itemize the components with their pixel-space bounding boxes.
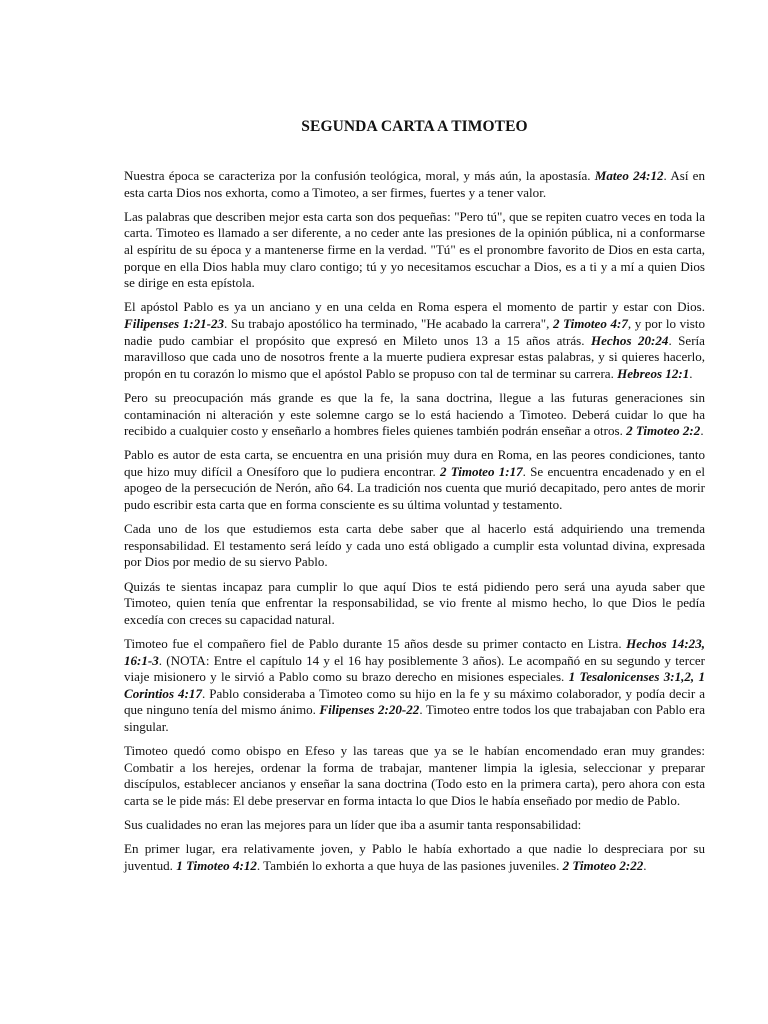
paragraph xyxy=(124,636,705,736)
paragraph xyxy=(124,168,705,201)
scripture-reference: Hebreos 12:1 xyxy=(617,365,690,381)
paragraph-text: Pablo es autor de esta carta, se encuentra en una prisión muy dura en Roma, en las peores condiciones, tanto que hizo muy difícil a Onesíforo que lo pudiera encontrar. xyxy=(124,447,705,479)
paragraph-text: . Así en esta carta Dios nos exhorta, como a Timoteo, a ser firmes, fuertes y a tener valor. xyxy=(124,168,705,200)
scripture-reference: 2 Timoteo 4:7 xyxy=(552,315,628,331)
scripture-reference: 1 Tesalonicenses 3:1,2, 1 Corintios 4:17 xyxy=(124,669,705,701)
paragraph-text: Las palabras que describen mejor esta carta son dos pequeñas: "Pero tú", que se repiten cuatro veces en toda la carta. Timoteo es llamado a ser diferente, a no ceder ante las presiones de la opinión pública, ni a conformarse al espíritu de su época y a mantenerse firme en la verdad. "Tú" es el pronombre favorito de Dios en esta carta, porque en ella Dios habla muy claro contigo; tú y yo necesitamos escuchar a Dios, es a ti y a mí a quien Dios se dirige en esta epístola. xyxy=(124,208,705,291)
scripture-reference: Filipenses 1:21-23 xyxy=(124,315,225,331)
paragraph-text: . Sería maravilloso que cada uno de nosotros frente a la muerte pudiera expresar estas palabras, y si quieres hacerlo, propón en tu corazón lo mismo que el apóstol Pablo se propuso con tal de terminar su carrera. xyxy=(124,332,705,381)
paragraph-text: . (NOTA: Entre el capítulo 14 y el 16 hay posiblemente 3 años). Le acompañó en su segundo y tercer viaje misionero y le sirvió a Pablo como su brazo derecho en misiones especiales. xyxy=(124,652,705,685)
paragraph xyxy=(124,390,705,440)
scripture-reference: Filipenses 2:20-22 xyxy=(319,702,420,718)
paragraph-text: Cada uno de los que estudiemos esta carta debe saber que al hacerlo está adquiriendo una tremenda responsabilidad. El testamento será leído y cada uno está obligado a cumplir esta voluntad divina, expresada por Dios por medio de su siervo Pablo. xyxy=(124,521,705,570)
paragraph xyxy=(124,817,705,834)
paragraph xyxy=(124,743,705,809)
document-page xyxy=(124,118,705,882)
paragraph-text: . Pablo consideraba a Timoteo como su hijo en la fe y su máximo colaborador, y podía decir a que ninguno tenía del mismo ánimo. xyxy=(124,685,705,718)
scripture-reference: Hechos 14:23, 16:1-3 xyxy=(124,636,705,668)
paragraph-text: Pero su preocupación más grande es que la fe, la sana doctrina, llegue a las futuras generaciones sin contaminación ni alteración y este solemne cargo se lo está haciendo a Timoteo. Deberá cuidar lo que ha recibido a cualquier costo y enseñarlo a hombres fieles quienes también podrán enseñar a otros. xyxy=(124,389,705,439)
scripture-reference: 2 Timoteo 2:2 xyxy=(626,423,701,439)
scripture-reference: 2 Timoteo 1:17 xyxy=(440,463,523,479)
document-title: SEGUNDA CARTA A TIMOTEO xyxy=(301,118,528,135)
paragraph xyxy=(124,447,705,513)
paragraph-text: En primer lugar, era relativamente joven, y Pablo le había exhortado a que nadie lo despreciara por su juventud. xyxy=(124,841,705,873)
paragraph-text: Sus cualidades no eran las mejores para un líder que iba a asumir tanta responsabilidad: xyxy=(124,817,582,833)
paragraph xyxy=(124,841,705,874)
paragraph xyxy=(124,579,705,629)
paragraph-text: Quizás te sientas incapaz para cumplir lo que aquí Dios te está pidiendo pero será una ayuda saber que Timoteo, quien tenía que enfrentar la responsabilidad, se vio frente al mismo hecho, lo que Dios le pedía excedía con creces su capacidad natural. xyxy=(124,578,705,627)
paragraph-text: Timoteo quedó como obispo en Efeso y las tareas que ya se le habían encomendado eran muy grandes: Combatir a los herejes, ordenar la forma de trabajar, mantener limpia la iglesia, seleccionar y preparar discípulos, establecer ancianos y enseñar la sana doctrina (Todo esto en la primera carta), pero ahora con esta carta se le pide más: El debe preservar en forma intacta lo que Dios le había enseñado por medio de Pablo. xyxy=(124,743,705,808)
paragraph xyxy=(124,209,705,292)
paragraph-text: . xyxy=(643,857,647,873)
paragraph-text: . Su trabajo apostólico ha terminado, "He acabado la carrera", xyxy=(224,315,553,331)
scripture-reference: Mateo 24:12 xyxy=(594,168,664,183)
paragraph-text: Nuestra época se caracteriza por la confusión teológica, moral, y más aún, la apostasía. xyxy=(124,168,595,183)
document-body xyxy=(124,168,705,875)
paragraph-text: . También lo exhorta a que huya de las pasiones juveniles. xyxy=(256,857,563,873)
scripture-reference: Hechos 20:24 xyxy=(590,332,669,348)
paragraph-text: , y por lo visto nadie pudo cambiar el propósito que expresó en Mileto unos 13 a 15 años atrás. xyxy=(124,315,706,348)
scripture-reference: 1 Timoteo 4:12 xyxy=(176,857,257,873)
paragraph-text: . Se encuentra encadenado y en el apogeo de la persecución de Nerón, año 64. La tradición nos cuenta que murió decapitado, pero antes de morir pudo escribir esta carta que en forma consciente es su última voluntad y testamento. xyxy=(124,463,705,513)
paragraph xyxy=(124,299,705,382)
paragraph xyxy=(124,521,705,571)
paragraph-text: El apóstol Pablo es ya un anciano y en una celda en Roma espera el momento de partir y estar con Dios. xyxy=(124,299,705,315)
paragraph-text: Timoteo fue el compañero fiel de Pablo durante 15 años desde su primer contacto en Listra. xyxy=(124,636,627,651)
paragraph-text: . xyxy=(689,365,693,381)
scripture-reference: 2 Timoteo 2:22 xyxy=(562,857,644,873)
paragraph-text: . Timoteo entre todos los que trabajaban con Pablo era singular. xyxy=(124,702,705,734)
paragraph-text: . xyxy=(700,423,704,439)
